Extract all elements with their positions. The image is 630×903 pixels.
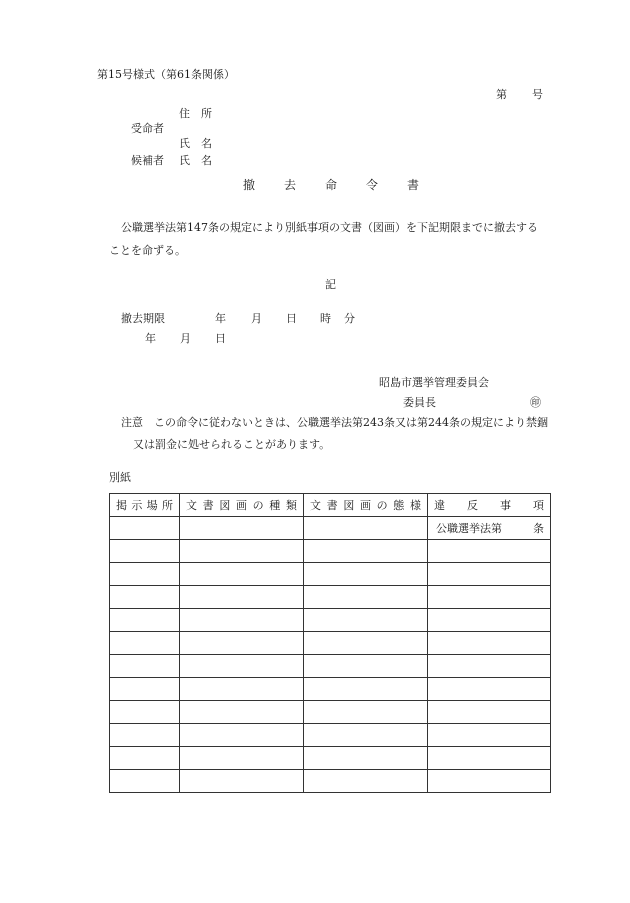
cell-document-form[interactable]: [304, 678, 428, 701]
cell-location[interactable]: [110, 563, 180, 586]
cell-document-form[interactable]: [304, 701, 428, 724]
cell-document-type[interactable]: [180, 517, 304, 540]
header-document-type: 文 書 図 画 の 種 類: [180, 494, 304, 517]
cell-document-form[interactable]: [304, 632, 428, 655]
cell-document-form[interactable]: [304, 586, 428, 609]
header-location: 掲 示 場 所: [110, 494, 180, 517]
table-header-row: [110, 494, 551, 517]
cell-document-type[interactable]: [180, 632, 304, 655]
table-row: [110, 655, 551, 678]
table-row: [110, 747, 551, 770]
title-char: 命: [324, 178, 337, 192]
cell-location[interactable]: [110, 609, 180, 632]
cell-document-form[interactable]: [304, 563, 428, 586]
cell-document-form[interactable]: [304, 609, 428, 632]
cell-document-type[interactable]: [180, 701, 304, 724]
cell-violation[interactable]: [428, 563, 551, 586]
attachment-label: 別紙: [109, 471, 131, 484]
recipient-name-label: 氏 名: [179, 137, 212, 150]
cell-location[interactable]: [110, 517, 180, 540]
cell-violation[interactable]: [428, 655, 551, 678]
deadline-year: 年: [215, 312, 226, 325]
issue-month: 月: [180, 332, 191, 345]
cell-document-form[interactable]: [304, 770, 428, 793]
cell-location[interactable]: [110, 540, 180, 563]
cell-document-form[interactable]: [304, 540, 428, 563]
body-line-1: 公職選挙法第147条の規定により別紙事項の文書（図画）を下記期限までに撤去する: [121, 221, 538, 234]
violation-table: [109, 493, 551, 793]
title-char: 書: [406, 178, 419, 192]
cell-document-form[interactable]: [304, 517, 428, 540]
table-row: [110, 517, 551, 540]
cell-document-type[interactable]: [180, 770, 304, 793]
title-char: 令: [365, 178, 378, 192]
cell-document-form[interactable]: [304, 655, 428, 678]
cell-document-type[interactable]: [180, 609, 304, 632]
cell-violation[interactable]: [428, 678, 551, 701]
header-document-form: 文 書 図 画 の 態 様: [304, 494, 428, 517]
issuer-position: 委員長: [403, 396, 436, 409]
cell-violation[interactable]: [428, 724, 551, 747]
cell-document-type[interactable]: [180, 724, 304, 747]
cell-violation[interactable]: [428, 701, 551, 724]
notice-line-2: 又は罰金に処せられることがあります。: [133, 438, 331, 451]
table-row: [110, 563, 551, 586]
table-row: [110, 701, 551, 724]
form-number: 第15号様式（第61条関係）: [97, 68, 235, 81]
cell-violation[interactable]: [428, 586, 551, 609]
cell-document-type[interactable]: [180, 678, 304, 701]
cell-location[interactable]: [110, 701, 180, 724]
recipient-address-label: 住 所: [179, 107, 212, 120]
body-line-2: ことを命ずる。: [109, 244, 186, 257]
table-row: [110, 586, 551, 609]
cell-document-type[interactable]: [180, 655, 304, 678]
document-title: [243, 178, 419, 192]
issue-year: 年: [145, 332, 156, 345]
recipient-label: 受命者: [131, 122, 164, 135]
deadline-month: 月: [251, 312, 262, 325]
cell-violation[interactable]: [428, 517, 551, 540]
number-dai: 第: [496, 88, 507, 101]
cell-document-type[interactable]: [180, 586, 304, 609]
candidate-label: 候補者: [131, 154, 164, 167]
cell-location[interactable]: [110, 632, 180, 655]
issuer-org: 昭島市選挙管理委員会: [379, 376, 489, 389]
cell-violation[interactable]: [428, 609, 551, 632]
number-go: 号: [532, 88, 543, 101]
table-row: [110, 678, 551, 701]
cell-violation[interactable]: [428, 747, 551, 770]
deadline-minute: 分: [344, 312, 355, 325]
notice-line-1: 注意 この命令に従わないときは、公職選挙法第243条又は第244条の規定により禁錮: [121, 416, 548, 429]
cell-location[interactable]: [110, 770, 180, 793]
deadline-hour: 時: [320, 312, 331, 325]
table-row: [110, 632, 551, 655]
table-row: [110, 609, 551, 632]
title-char: 去: [283, 178, 296, 192]
deadline-day: 日: [286, 312, 297, 325]
table-row: [110, 770, 551, 793]
cell-location[interactable]: [110, 747, 180, 770]
cell-location[interactable]: [110, 678, 180, 701]
title-char: 撤: [243, 178, 256, 192]
cell-violation[interactable]: [428, 540, 551, 563]
cell-document-type[interactable]: [180, 540, 304, 563]
cell-document-form[interactable]: [304, 724, 428, 747]
cell-location[interactable]: [110, 586, 180, 609]
deadline-label: 撤去期限: [121, 312, 165, 325]
candidate-name-label: 氏 名: [179, 154, 212, 167]
cell-violation[interactable]: [428, 632, 551, 655]
seal-mark: ㊞: [530, 396, 541, 409]
cell-document-type[interactable]: [180, 563, 304, 586]
issue-day: 日: [215, 332, 226, 345]
violation-prefix: 公職選挙法第: [436, 522, 502, 535]
ki-heading: 記: [325, 278, 336, 291]
violation-suffix: 条: [533, 522, 544, 535]
cell-document-type[interactable]: [180, 747, 304, 770]
table-row: [110, 724, 551, 747]
cell-location[interactable]: [110, 655, 180, 678]
header-violation: 違 反 事 項: [428, 494, 551, 517]
cell-document-form[interactable]: [304, 747, 428, 770]
cell-violation[interactable]: [428, 770, 551, 793]
table-row: [110, 540, 551, 563]
cell-location[interactable]: [110, 724, 180, 747]
